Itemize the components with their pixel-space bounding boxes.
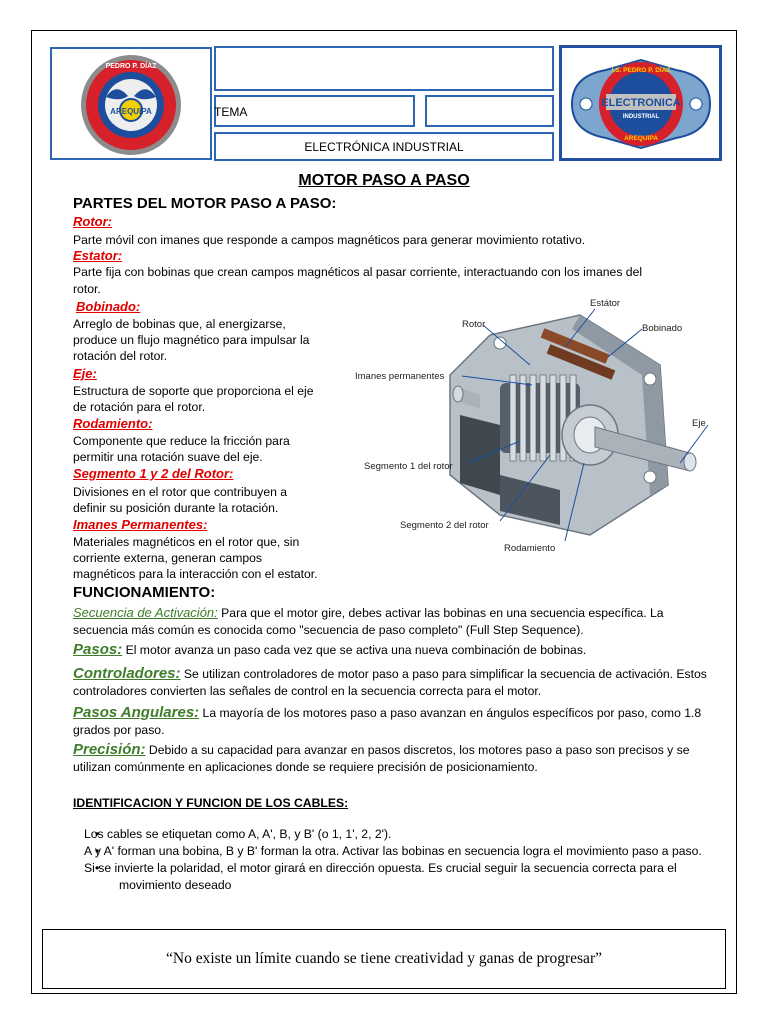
part-text-rotor: Parte móvil con imanes que responde a campos magnéticos para generar movimiento rotativo.: [73, 233, 586, 247]
label-segmento2: Segmento 2 del rotor: [400, 520, 489, 531]
func-item-precision: [73, 741, 713, 776]
part-label-rodamiento: Rodamiento:: [73, 416, 153, 431]
part-text-bobinado-1: Arreglo de bobinas que, al energizarse,: [73, 317, 286, 331]
left-logo-icon: [76, 52, 186, 158]
part-label-bobinado: Bobinado:: [76, 299, 141, 314]
part-text-segmento-1: Divisiones en el rotor que contribuyen a: [73, 485, 288, 499]
func-item-secuencia: [73, 604, 713, 639]
func-text-pasos: El motor avanza un paso cada vez que se activa una nueva combinación de bobinas.: [122, 643, 587, 657]
func-item-controladores: [73, 665, 713, 700]
right-logo-main: ELECTRONICA: [601, 97, 681, 109]
func-term-controladores: Controladores:: [73, 665, 181, 682]
func-term-angulares: Pasos Angulares:: [73, 704, 200, 721]
right-logo-top-text: I.S. PEDRO P. DÍAZ: [611, 67, 671, 74]
part-text-imanes-3: magnéticos para la interacción con el estator.: [73, 567, 318, 581]
motor-diagram: [350, 295, 720, 557]
func-text-precision: Debido a su capacidad para avanzar en pasos discretos, los motores paso a paso son precisos y se utilizan comúnmente en aplicaciones donde se requiere precisión de posicionamiento.: [73, 743, 690, 774]
label-imanes: Imanes permanentes: [355, 371, 445, 382]
left-logo-city: AREQUIPA: [110, 107, 152, 116]
part-label-eje: Eje:: [73, 366, 97, 381]
part-text-bobinado-3: rotación del rotor.: [73, 349, 168, 363]
quote-text: “No existe un límite cuando se tiene creatividad y ganas de progresar”: [166, 950, 602, 967]
cables-heading: IDENTIFICACION Y FUNCION DE LOS CABLES:: [73, 796, 349, 810]
parts-heading: PARTES DEL MOTOR PASO A PASO:: [73, 195, 337, 212]
label-rodamiento: Rodamiento: [504, 543, 556, 554]
part-label-imanes: Imanes Permanentes:: [73, 517, 208, 532]
right-logo-icon: [566, 56, 716, 152]
part-label-rotor: Rotor:: [73, 214, 112, 229]
part-text-bobinado-2: produce un flujo magnético para impulsar la: [73, 333, 310, 347]
part-text-estator-1: Parte fija con bobinas que crean campos magnéticos al pasar corriente, interactuando con los imanes del: [73, 265, 643, 279]
part-text-rodamiento-1: Componente que reduce la fricción para: [73, 434, 290, 448]
part-text-eje-1: Estructura de soporte que proporciona el eje: [73, 384, 314, 398]
tema-label: TEMA: [214, 105, 248, 119]
func-text-controladores: Se utilizan controladores de motor paso a paso para simplificar la secuencia de activación. Estos controladores convierten las señales de control en la secuencia correcta para el motor.: [73, 667, 707, 698]
func-item-angulares: [73, 704, 713, 739]
func-text-angulares: La mayoría de los motores paso a paso avanzan en ángulos específicos por paso, como 1.8 grados por paso.: [73, 706, 702, 737]
page-title: MOTOR PASO A PASO: [298, 172, 470, 189]
label-bobinado: Bobinado: [642, 323, 683, 334]
label-eje: Eje: [692, 418, 706, 429]
quote-box: [42, 929, 726, 989]
funcionamiento-heading: FUNCIONAMIENTO:: [73, 584, 216, 601]
cables-item: • A y A' forman una bobina, B y B' forman la otra. Activar las bobinas en secuencia logra el movimiento paso a paso.: [73, 843, 713, 860]
course-name: ELECTRÓNICA INDUSTRIAL: [304, 140, 464, 154]
part-label-estator: Estator:: [73, 248, 123, 263]
tema-value-box: [425, 95, 554, 127]
part-text-rodamiento-2: permitir una rotación suave del eje.: [73, 450, 263, 464]
cables-item: • Los cables se etiquetan como A, A', B, y B' (o 1, 1', 2, 2').: [73, 826, 713, 843]
part-text-segmento-2: definir su posición durante la rotación.: [73, 501, 279, 515]
func-term-precision: Precisión:: [73, 741, 146, 758]
cables-item: • Si se invierte la polaridad, el motor girará en dirección opuesta. Es crucial seguir la secuencia correcta para el movimiento deseado: [73, 860, 713, 894]
label-segmento1: Segmento 1 del rotor: [364, 461, 453, 472]
func-text-secuencia: Para que el motor gire, debes activar las bobinas en una secuencia específica. La secuencia más común es conocida como "secuencia de paso completo" (Full Step Sequence).: [73, 606, 664, 637]
part-text-estator-2: rotor.: [73, 282, 101, 296]
cables-list: [73, 826, 713, 894]
left-logo-top-text: PEDRO P. DÍAZ: [105, 63, 157, 70]
func-term-secuencia: Secuencia de Activación:: [73, 605, 218, 620]
label-rotor: Rotor: [462, 319, 486, 330]
header-title-box: [214, 46, 554, 91]
label-estator: Estátor: [590, 298, 621, 309]
part-text-imanes-2: corriente externa, generan campos: [73, 551, 263, 565]
right-logo-sub: INDUSTRIAL: [622, 114, 660, 120]
func-item-pasos: [73, 641, 713, 659]
part-label-segmento: Segmento 1 y 2 del Rotor:: [73, 466, 234, 481]
part-text-imanes-1: Materiales magnéticos en el rotor que, sin: [73, 535, 300, 549]
right-logo-city: AREQUIPA: [624, 135, 658, 142]
func-term-pasos: Pasos:: [73, 641, 123, 658]
part-text-eje-2: de rotación para el rotor.: [73, 400, 206, 414]
